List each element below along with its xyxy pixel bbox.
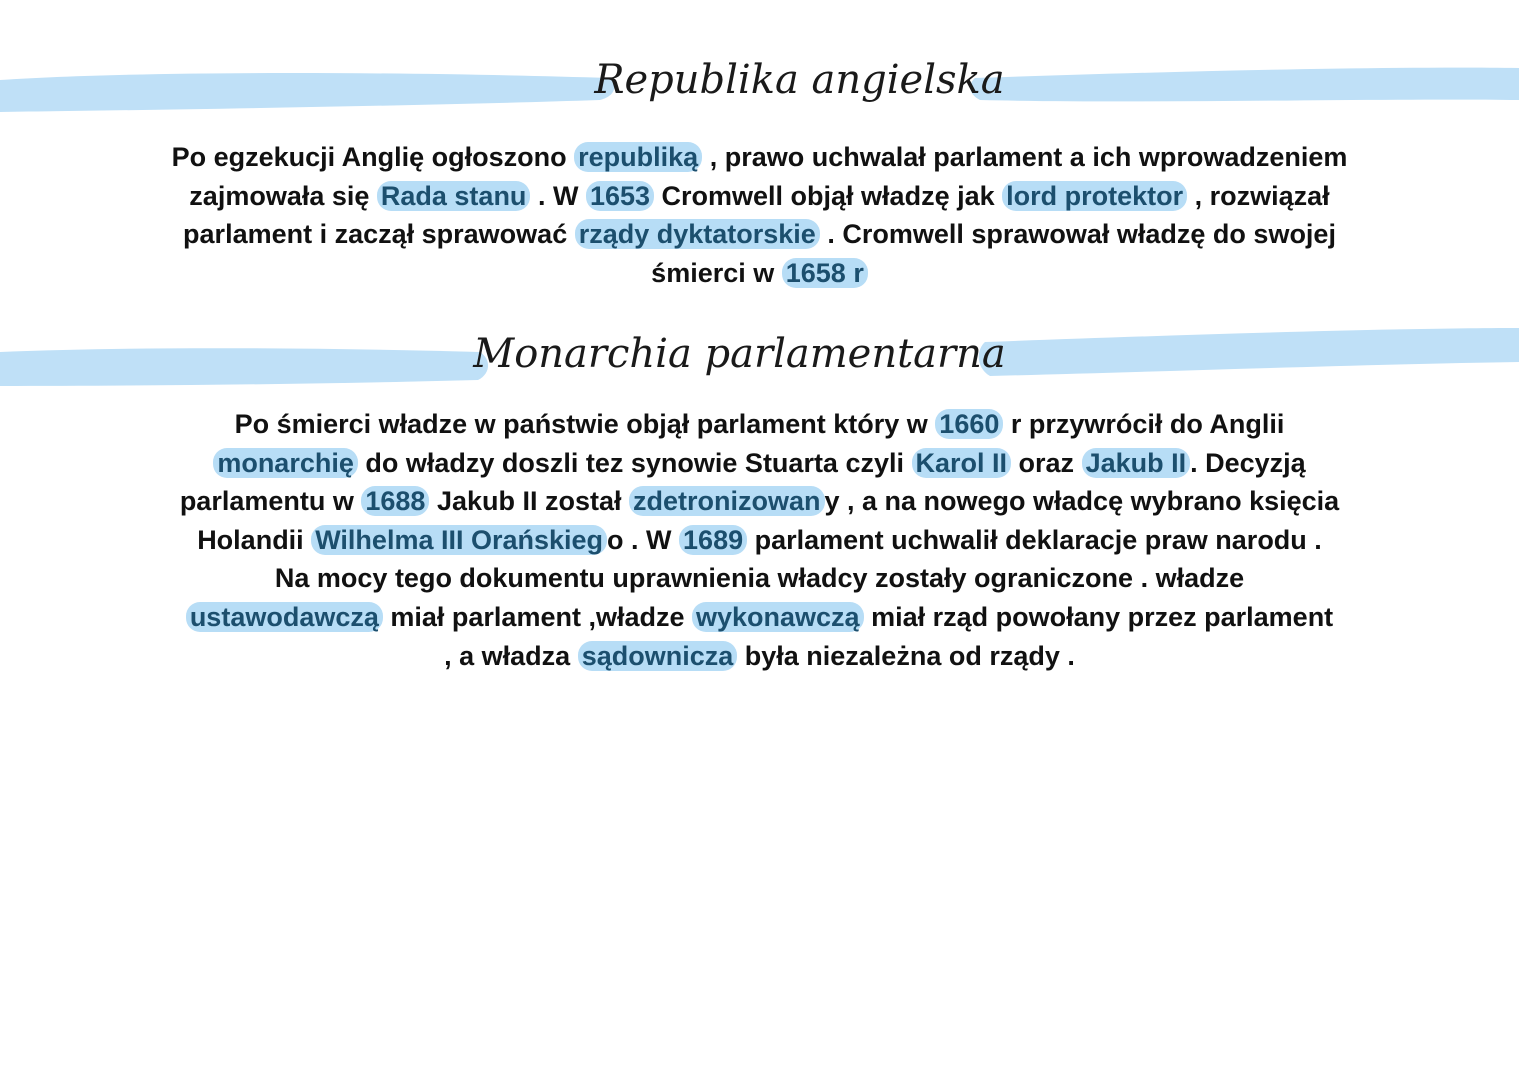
text-line xyxy=(0,598,1519,637)
text-line xyxy=(0,482,1519,521)
text-segment: Po egzekucji Anglię ogłoszono xyxy=(171,142,575,172)
highlighted-term: 1660 xyxy=(935,409,1003,439)
highlighted-term: zdetronizowan xyxy=(629,486,825,516)
highlighted-term: monarchię xyxy=(213,448,358,478)
text-line xyxy=(0,637,1519,676)
highlighted-term: Wilhelma III Orańskieg xyxy=(311,525,607,555)
highlighted-term: lord protektor xyxy=(1002,181,1187,211)
highlighted-term: 1658 r xyxy=(782,258,868,288)
highlighted-term: 1689 xyxy=(679,525,747,555)
highlighted-term: Karol II xyxy=(912,448,1012,478)
text-segment: śmierci w xyxy=(651,257,782,288)
text-segment: Cromwell objął władzę jak xyxy=(654,180,1003,211)
text-line xyxy=(0,405,1519,444)
text-line xyxy=(0,254,1519,293)
text-segment: . W xyxy=(530,180,586,211)
text-segment: miał rząd powołany przez parlament xyxy=(863,601,1334,632)
text-segment: do władzy doszli tez synowie Stuarta czyli xyxy=(357,447,912,478)
text-segment: , a władza xyxy=(444,640,578,671)
section-title-republika: Republika angielska xyxy=(594,57,1005,103)
highlighted-term: 1653 xyxy=(586,181,654,211)
text-segment: parlament uchwalił deklaracje praw narodu . xyxy=(747,524,1322,555)
text-segment: o . W xyxy=(607,524,680,555)
paragraph-republika xyxy=(0,138,1519,292)
paragraph-monarchia xyxy=(0,405,1519,675)
highlighted-term: ustawodawczą xyxy=(186,602,383,632)
text-segment: oraz xyxy=(1011,447,1082,478)
text-segment: parlament i zaczął sprawować xyxy=(183,219,575,250)
text-line xyxy=(0,138,1519,177)
text-segment: była niezależna od rządy . xyxy=(737,640,1075,671)
text-segment: , prawo uchwalał parlament a ich wprowadzeniem xyxy=(702,142,1348,172)
text-line xyxy=(0,521,1519,560)
text-segment: . Cromwell sprawował władzę do swojej xyxy=(819,219,1336,250)
highlighted-term: Jakub II xyxy=(1082,448,1191,478)
highlighted-term: Rada stanu xyxy=(377,181,531,211)
highlighted-term: sądownicza xyxy=(578,641,738,671)
highlighted-term: republiką xyxy=(574,142,702,172)
section-title-monarchia: Monarchia parlamentarna xyxy=(473,331,1006,377)
text-segment: Po śmierci władze w państwie objął parlament który w xyxy=(234,409,936,439)
text-line xyxy=(0,559,1519,598)
text-segment: Jakub II został xyxy=(429,486,629,517)
highlighted-term: wykonawczą xyxy=(692,602,864,632)
text-line xyxy=(0,215,1519,254)
text-segment: y , a na nowego władcę wybrano księcia xyxy=(824,486,1340,517)
text-segment: parlamentu w xyxy=(179,486,362,517)
text-segment: Na mocy tego dokumentu uprawnienia władcy zostały ograniczone . władze xyxy=(274,563,1245,594)
text-segment: , rozwiązał xyxy=(1187,180,1330,211)
text-segment: r przywrócił do Anglii xyxy=(1003,409,1285,439)
text-segment: miał parlament ,władze xyxy=(382,601,692,632)
text-segment: Holandii xyxy=(197,524,312,555)
text-line xyxy=(0,444,1519,483)
highlighted-term: rządy dyktatorskie xyxy=(575,219,820,249)
text-line xyxy=(0,177,1519,216)
text-segment: zajmowała się xyxy=(189,180,377,211)
text-segment: . Decyzją xyxy=(1190,447,1306,478)
highlighted-term: 1688 xyxy=(361,486,429,516)
